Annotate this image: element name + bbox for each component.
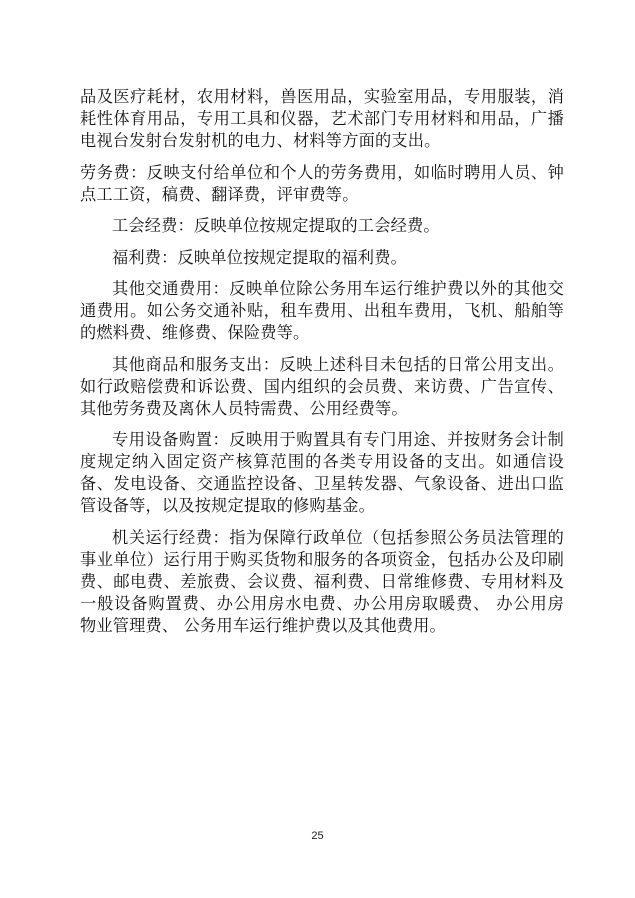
text-line: 通费用。如公务交通补贴，租车费用、出租车费用，飞机、船舶等 xyxy=(80,301,564,320)
paragraph-welfare-fees xyxy=(80,247,564,269)
text-line: 其他商品和服务支出：反映上述科目未包括的日常公用支出。 xyxy=(112,354,564,374)
document-body xyxy=(80,86,564,646)
text-line: 物业管理费、 公务用车运行维护费以及其他费用。 xyxy=(80,615,446,635)
paragraph-union-fees xyxy=(80,215,564,237)
text-line: 福利费：反映单位按规定提取的福利费。 xyxy=(112,247,407,267)
paragraph-special-equipment xyxy=(80,429,564,517)
text-line: 事业单位）运行用于购买货物和服务的各项资金，包括办公及印刷 xyxy=(80,549,564,569)
text-line: 工会经费：反映单位按规定提取的工会经费。 xyxy=(112,216,440,235)
paragraph-materials-continued xyxy=(80,86,564,152)
paragraph-other-transport xyxy=(80,278,564,344)
text-line: 备、发电设备、交通监控设备、卫星转发器、气象设备、进出口监 xyxy=(80,474,564,493)
text-line: 点工工资，稿费、翻译费，评审费等。 xyxy=(80,184,359,204)
text-line: 劳务费：反映支付给单位和个人的劳务费用，如临时聘用人员、钟 xyxy=(80,162,564,182)
text-line: 一般设备购置费、办公用房水电费、办公用房取暖费、 办公用房 xyxy=(80,593,564,613)
paragraph-labor-fees xyxy=(80,162,564,206)
text-line: 电视台发射台发射机的电力、材料等方面的支出。 xyxy=(80,131,441,150)
text-line: 其他劳务费及离休人员特需费、公用经费等。 xyxy=(80,398,408,418)
text-line: 机关运行经费：指为保障行政单位（包括参照公务员法管理的 xyxy=(112,527,564,547)
page-number: 25 xyxy=(311,830,324,842)
text-line: 耗性体育用品，专用工具和仪器，艺术部门专用材料和用品，广播 xyxy=(80,109,564,128)
text-line: 费、邮电费、差旅费、会议费、福利费、日常维修费、专用材料及 xyxy=(80,571,564,591)
text-line: 管设备等，以及按规定提取的修购基金。 xyxy=(80,496,375,515)
paragraph-operating-expenses xyxy=(80,527,564,637)
text-line: 专用设备购置：反映用于购置具有专门用途、并按财务会计制 xyxy=(112,430,564,449)
text-line: 的燃料费、维修费、保险费等。 xyxy=(80,323,310,342)
text-line: 如行政赔偿费和诉讼费、国内组织的会员费、来访费、广告宣传、 xyxy=(80,376,564,396)
paragraph-other-goods-services xyxy=(80,354,564,420)
text-line: 其他交通费用：反映单位除公务用车运行维护费以外的其他交 xyxy=(112,279,564,298)
text-line: 度规定纳入固定资产核算范围的各类专用设备的支出。如通信设 xyxy=(80,452,564,471)
text-line: 品及医疗耗材，农用材料，兽医用品，实验室用品，专用服装，消 xyxy=(80,87,564,106)
